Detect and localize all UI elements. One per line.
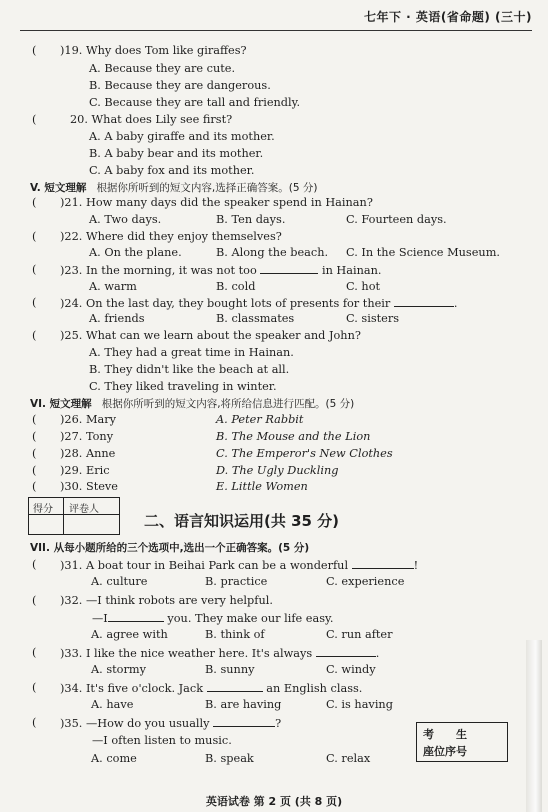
q34-option-c: C. is having [326,698,393,711]
q31-stem-pre: )31. A boat tour in Beihai Park can be a wonderful [60,559,349,572]
q20-option-c: C. A baby fox and its mother. [89,164,255,177]
question-19-stem: )19. Why does Tom like giraffes? [60,44,247,57]
match-right-e: E. Little Women [216,480,308,493]
q25-option-b: B. They didn't like the beach at all. [89,363,290,376]
match-right-c: C. The Emperor's New Clothes [216,447,393,460]
q24-option-b: B. classmates [216,312,295,325]
q35-option-c: C. relax [326,752,371,765]
seat-box-label-top: 考生 [423,728,489,741]
q22-option-a: A. On the plane. [89,246,182,259]
q24-stem-post: . [453,297,458,310]
question-35-line2: —I often listen to music. [92,734,232,747]
answer-paren[interactable]: ( [32,558,37,571]
q34-option-b: B. are having [205,698,282,711]
q35-option-a: A. come [91,752,137,765]
match-left-27: )27. Tony [60,430,114,443]
question-33-stem [60,646,379,661]
q34-blank[interactable] [207,681,263,692]
q31-blank[interactable] [352,558,414,569]
q31-option-c: C. experience [326,575,405,588]
q24-stem-pre: )24. On the last day, they bought lots of presents for their [60,297,391,310]
header-rule [20,30,532,31]
q23-option-b: B. cold [216,280,256,293]
answer-paren[interactable]: ( [32,413,37,426]
question-25-stem: )25. What can we learn about the speaker and John? [60,329,361,342]
q31-option-a: A. culture [91,575,148,588]
q34-option-a: A. have [91,698,134,711]
q23-option-a: A. warm [89,280,137,293]
q31-stem-post: ! [413,559,419,572]
section-5-instruction: 根据你所听到的短文内容,选择正确答案。(5 分) [96,182,318,194]
score-box [28,497,120,535]
q23-stem-post: in Hainan. [321,264,382,277]
q34-stem-post: an English class. [266,682,363,695]
match-right-a: A. Peter Rabbit [216,413,304,426]
grader-label: 评卷人 [69,504,99,515]
answer-paren[interactable]: ( [32,263,37,276]
seat-number-box[interactable] [416,722,508,762]
q25-option-a: A. They had a great time in Hainan. [89,346,294,359]
q35-stem-post: ? [275,717,282,730]
answer-paren[interactable]: ( [32,594,37,607]
q23-option-c: C. hot [346,280,381,293]
page-footer: 英语试卷 第 2 页 (共 8 页) [205,795,343,808]
seat-box-label-bottom: 座位序号 [423,745,467,758]
q35-blank[interactable] [213,716,275,727]
score-label: 得分 [33,504,53,515]
answer-paren[interactable]: ( [32,113,37,126]
q32-blank[interactable] [108,611,164,622]
match-left-28: )28. Anne [60,447,116,460]
answer-paren[interactable]: ( [32,480,37,493]
q23-blank[interactable] [260,263,318,274]
section-6-instruction: 根据你所听到的短文内容,将所给信息进行匹配。(5 分) [101,398,355,410]
q24-blank[interactable] [394,296,454,307]
q19-option-c: C. Because they are tall and friendly. [89,96,301,109]
page-header: 七年下 · 英语(省命题) (三十) [363,10,532,24]
q19-option-a: A. Because they are cute. [89,62,236,75]
section-6-number: VI. 短文理解 [30,398,92,410]
q33-blank[interactable] [316,646,376,657]
q20-option-a: A. A baby giraffe and its mother. [89,130,275,143]
question-23-stem [60,263,382,278]
answer-paren[interactable]: ( [32,296,37,309]
answer-paren[interactable]: ( [32,646,37,659]
answer-paren[interactable]: ( [32,230,37,243]
q35-stem-pre: )35. —How do you usually [60,717,210,730]
q25-option-c: C. They liked traveling in winter. [89,380,277,393]
q22-option-b: B. Along the beach. [216,246,329,259]
q32-option-b: B. think of [205,628,265,641]
answer-paren[interactable]: ( [32,329,37,342]
answer-paren[interactable]: ( [32,464,37,477]
question-20-stem: 20. What does Lily see first? [70,113,233,126]
match-right-d: D. The Ugly Duckling [216,464,339,477]
section-5-heading [30,181,318,195]
part-2-title: 二、语言知识运用(共 35 分) [144,512,340,530]
question-34-stem [60,681,362,696]
question-32-line2 [92,611,333,626]
match-left-29: )29. Eric [60,464,110,477]
q22-option-c: C. In the Science Museum. [346,246,500,259]
q35-option-b: B. speak [205,752,254,765]
q20-option-b: B. A baby bear and its mother. [89,147,264,160]
question-32-stem: )32. —I think robots are very helpful. [60,594,273,607]
q32-line2-post: you. They make our life easy. [167,612,334,625]
q21-option-c: C. Fourteen days. [346,213,447,226]
q33-stem-post: . [375,647,380,660]
section-5-number: V. 短文理解 [30,182,87,194]
score-box-divider [63,498,64,534]
answer-paren[interactable]: ( [32,44,37,57]
match-left-30: )30. Steve [60,480,118,493]
q34-stem-pre: )34. It's five o'clock. Jack [60,682,204,695]
match-left-26: )26. Mary [60,413,117,426]
section-6-heading [30,397,354,411]
question-22-stem: )22. Where did they enjoy themselves? [60,230,282,243]
q33-option-c: C. windy [326,663,376,676]
q32-option-c: C. run after [326,628,393,641]
answer-paren[interactable]: ( [32,681,37,694]
match-right-b: B. The Mouse and the Lion [216,430,371,443]
q24-option-a: A. friends [89,312,145,325]
answer-paren[interactable]: ( [32,716,37,729]
q33-option-b: B. sunny [205,663,255,676]
q24-option-c: C. sisters [346,312,400,325]
section-7-heading: VII. 从每小题所给的三个选项中,选出一个正确答案。(5 分) [30,542,310,554]
q21-option-b: B. Ten days. [216,213,286,226]
q19-option-b: B. Because they are dangerous. [89,79,271,92]
q32-line2-pre: —I [92,612,108,625]
q23-stem-pre: )23. In the morning, it was not too [60,264,257,277]
page-edge-shadow [526,640,542,812]
answer-paren[interactable]: ( [32,430,37,443]
question-35-stem [60,716,281,731]
q32-option-a: A. agree with [91,628,168,641]
q33-stem-pre: )33. I like the nice weather here. It's always [60,647,313,660]
q33-option-a: A. stormy [91,663,146,676]
answer-paren[interactable]: ( [32,447,37,460]
q21-option-a: A. Two days. [89,213,162,226]
question-31-stem [60,558,418,573]
q31-option-b: B. practice [205,575,268,588]
answer-paren[interactable]: ( [32,196,37,209]
question-21-stem: )21. How many days did the speaker spend in Hainan? [60,196,373,209]
question-24-stem [60,296,458,311]
